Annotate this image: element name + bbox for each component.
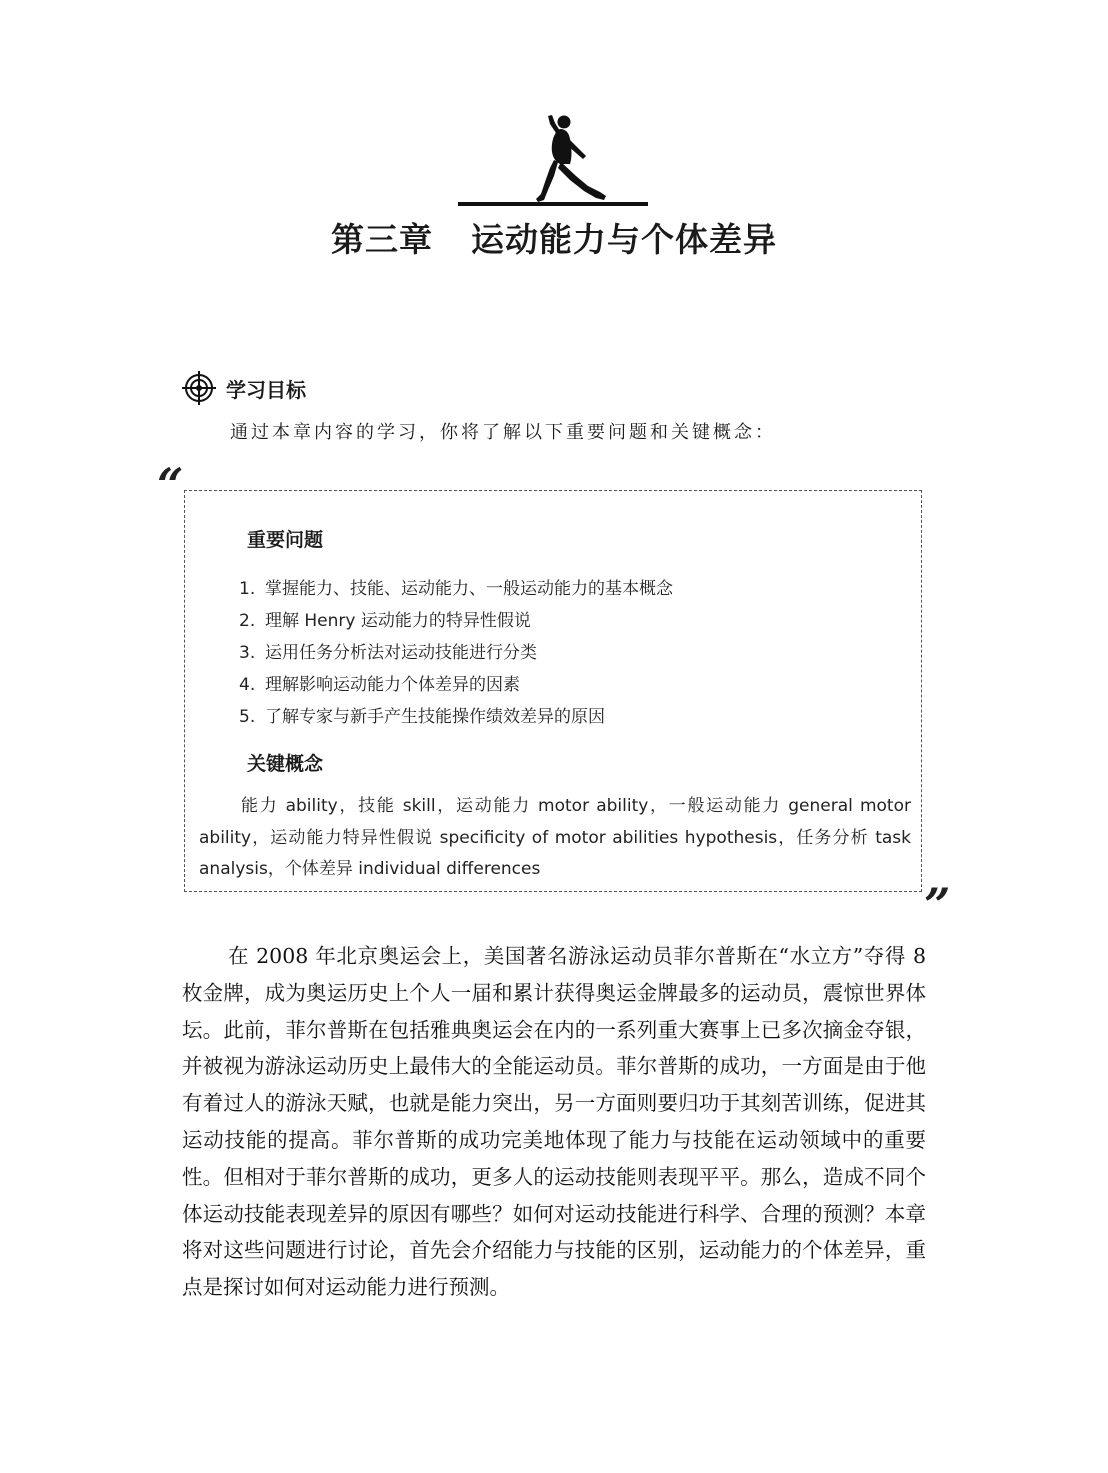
runner-silhouette-icon bbox=[530, 112, 616, 204]
objectives-heading bbox=[182, 372, 306, 404]
chapter-number: 第三章 bbox=[331, 220, 433, 259]
list-item: 1. 掌握能力、技能、运动能力、一般运动能力的基本概念 bbox=[239, 579, 673, 599]
crosshair-target-icon bbox=[182, 371, 216, 405]
key-questions-heading: 重要问题 bbox=[247, 529, 324, 551]
list-item: 5. 了解专家与新手产生技能操作绩效差异的原因 bbox=[239, 707, 605, 727]
list-item: 2. 理解 Henry 运动能力的特异性假说 bbox=[239, 611, 531, 631]
close-quote-mark: ” bbox=[924, 878, 951, 932]
key-concepts-heading: 关键概念 bbox=[247, 753, 324, 775]
objectives-intro: 通过本章内容的学习，你将了解以下重要问题和关键概念： bbox=[230, 422, 776, 443]
open-quote-mark: “ bbox=[157, 458, 184, 512]
chapter-title bbox=[0, 214, 1108, 261]
title-rule bbox=[458, 202, 648, 206]
list-item: 3. 运用任务分析法对运动技能进行分类 bbox=[239, 643, 537, 663]
chapter-name: 运动能力与个体差异 bbox=[471, 220, 777, 259]
list-item: 4. 理解影响运动能力个体差异的因素 bbox=[239, 675, 520, 695]
key-concepts-text: 能力 ability，技能 skill，运动能力 motor ability，一般运动能力 general motor ability，运动能力特异性假说 specificity of motor abilities hypothesis，任务分析 task analysis，个体差异 individual differences bbox=[199, 796, 911, 879]
objectives-box bbox=[184, 490, 922, 892]
body-paragraph: 在 2008 年北京奥运会上，美国著名游泳运动员菲尔普斯在“水立方”夺得 8 枚金牌，成为奥运历史上个人一届和累计获得奥运金牌最多的运动员，震惊世界体坛。此前，菲尔普斯在包括雅典奥运会在内的一系列重大赛事上已多次摘金夺银，并被视为游泳运动历史上最伟大的全能运动员。菲尔普斯的成功，一方面是由于他有着过人的游泳天赋，也就是能力突出，另一方面则要归功于其刻苦训练，促进其运动技能的提高。菲尔普斯的成功完美地体现了能力与技能在运动领域中的重要性。但相对于菲尔普斯的成功，更多人的运动技能则表现平平。那么，造成不同个体运动技能表现差异的原因有哪些？如何对运动技能进行科学、合理的预测？本章将对这些问题进行讨论，首先会介绍能力与技能的区别，运动能力的个体差异，重点是探讨如何对运动能力进行预测。 bbox=[182, 944, 926, 1300]
objectives-label: 学习目标 bbox=[226, 377, 306, 402]
key-questions-list bbox=[239, 573, 673, 733]
